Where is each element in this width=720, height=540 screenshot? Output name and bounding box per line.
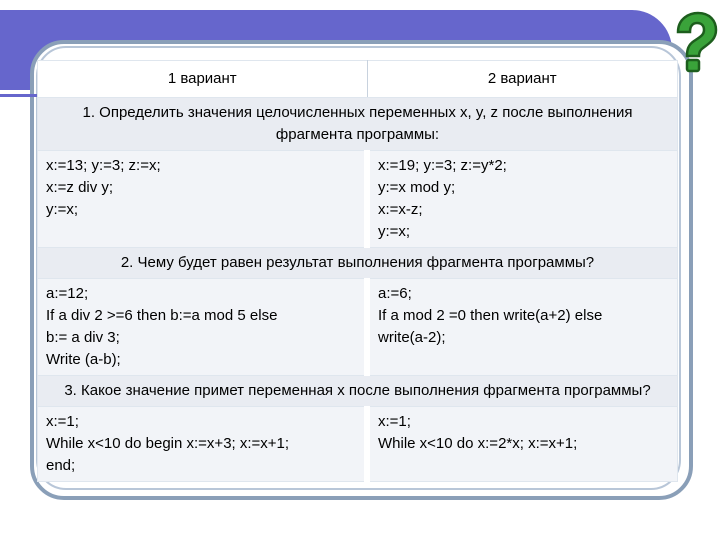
question-row (38, 248, 678, 279)
variant2-header: 2 вариант (367, 61, 678, 98)
code-line: If a div 2 >=6 then b:=a mod 5 else (46, 307, 278, 324)
task-1-variant-1 (38, 151, 368, 248)
task-3-variant-2 (367, 407, 678, 482)
code-line: y:=x; (46, 201, 79, 218)
question-row (38, 98, 678, 151)
code-line: end; (46, 457, 76, 474)
code-line: a:=6; (378, 285, 412, 302)
task-2-variant-2 (367, 279, 678, 376)
code-line: b:= a div 3; (46, 329, 120, 346)
code-line: x:=x-z; (378, 201, 423, 218)
code-row (38, 279, 678, 376)
code-line: x:=1; (378, 413, 411, 430)
code-line: x:=z div y; (46, 179, 114, 196)
code-line: x:=19; y:=3; z:=y*2; (378, 157, 507, 174)
code-line: write(a-2); (378, 329, 446, 346)
code-line: If a mod 2 =0 then write(a+2) else (378, 307, 603, 324)
tasks-table (37, 60, 678, 482)
variant1-header: 1 вариант (38, 61, 368, 98)
table-header-row (38, 61, 678, 98)
code-row (38, 151, 678, 248)
code-line: y:=x; (378, 223, 411, 240)
task-2-variant-1 (38, 279, 368, 376)
code-line: While x<10 do x:=2*x; x:=x+1; (378, 435, 578, 452)
code-line: a:=12; (46, 285, 89, 302)
code-line: x:=13; y:=3; z:=x; (46, 157, 161, 174)
task-1-variant-2 (367, 151, 678, 248)
code-line: While x<10 do begin x:=x+3; x:=x+1; (46, 435, 290, 452)
question-1: 1. Определить значения целочисленных переменных x, y, z после выполнения фрагмента программы: (38, 98, 678, 151)
task-3-variant-1 (38, 407, 368, 482)
question-2: 2. Чему будет равен результат выполнения фрагмента программы? (38, 248, 678, 279)
question-row (38, 376, 678, 407)
code-line: x:=1; (46, 413, 79, 430)
code-line: y:=x mod y; (378, 179, 456, 196)
code-line: Write (a-b); (46, 351, 121, 368)
code-row (38, 407, 678, 482)
question-3: 3. Какое значение примет переменная x после выполнения фрагмента программы? (38, 376, 678, 407)
